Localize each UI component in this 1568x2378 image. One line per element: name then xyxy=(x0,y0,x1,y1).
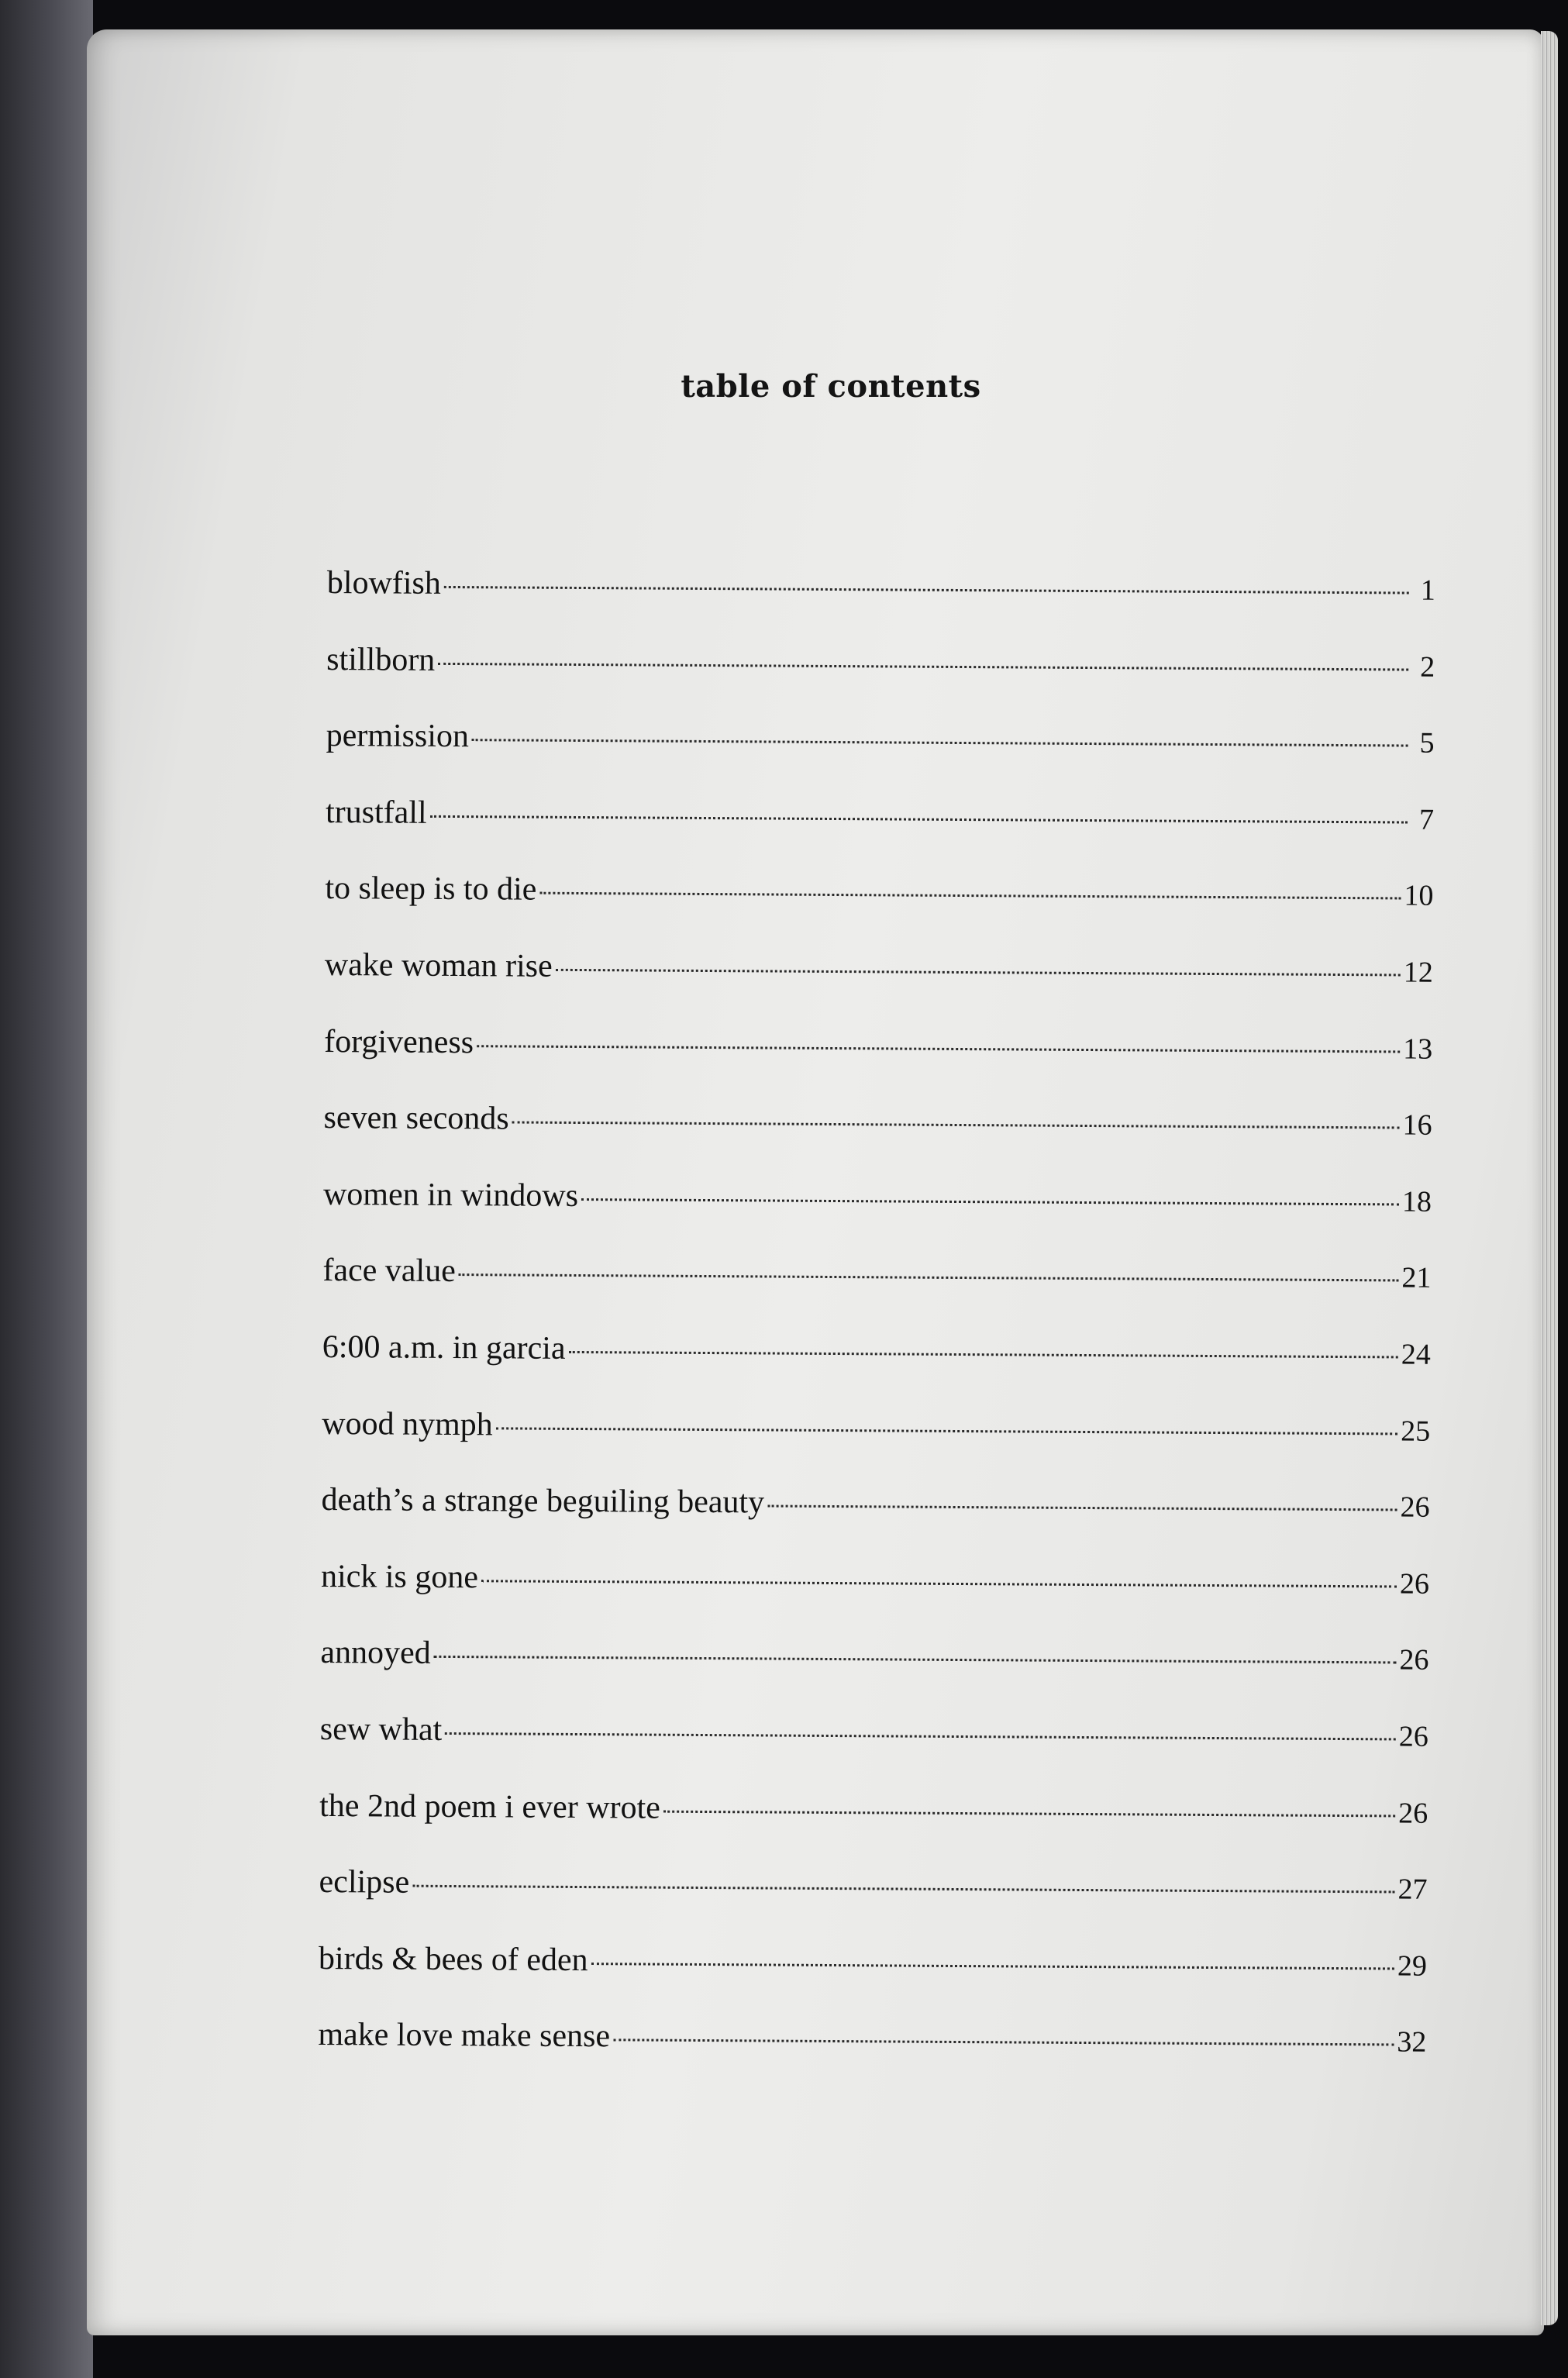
dot-leader xyxy=(472,739,1408,746)
toc-entry xyxy=(326,717,1435,800)
dot-leader xyxy=(556,969,1401,977)
toc-entry xyxy=(322,1252,1432,1335)
page-title: table of contents xyxy=(681,367,981,405)
toc-entry-title: face value xyxy=(322,1253,456,1290)
toc-entry-page-number: 1 xyxy=(1420,574,1435,607)
table-of-contents-list xyxy=(318,564,1435,2100)
toc-entry xyxy=(318,2016,1427,2099)
toc-entry xyxy=(319,1940,1428,2023)
toc-entry-title: eclipse xyxy=(319,1864,410,1901)
dot-leader xyxy=(412,1885,1394,1894)
dot-leader xyxy=(767,1505,1397,1511)
toc-entry xyxy=(326,641,1435,724)
book-page xyxy=(87,29,1544,2335)
dot-leader xyxy=(481,1580,1397,1587)
toc-entry-title: forgiveness xyxy=(324,1023,474,1060)
toc-entry xyxy=(326,564,1435,647)
dot-leader xyxy=(438,662,1408,670)
dot-leader xyxy=(434,1656,1397,1664)
toc-entry xyxy=(319,1711,1428,1794)
toc-entry-page-number: 25 xyxy=(1401,1415,1431,1448)
dot-leader xyxy=(477,1045,1400,1053)
toc-entry-page-number: 26 xyxy=(1398,1720,1428,1753)
toc-entry-page-number: 26 xyxy=(1399,1567,1430,1601)
toc-entry-title: women in windows xyxy=(322,1176,579,1214)
dot-leader xyxy=(459,1273,1399,1281)
toc-entry-title: wood nymph xyxy=(322,1405,493,1442)
toc-entry-title: blowfish xyxy=(326,565,441,601)
dot-leader xyxy=(591,1963,1394,1970)
toc-entry-page-number: 2 xyxy=(1420,650,1435,684)
dot-leader xyxy=(430,815,1408,824)
dot-leader xyxy=(569,1351,1398,1359)
facing-page-edge xyxy=(0,0,93,2378)
toc-entry-title: trustfall xyxy=(325,794,427,831)
toc-entry-title: annoyed xyxy=(320,1635,431,1672)
toc-entry-page-number: 26 xyxy=(1399,1643,1429,1677)
toc-entry-page-number: 12 xyxy=(1403,956,1433,989)
toc-entry-page-number: 10 xyxy=(1404,879,1434,913)
dot-leader xyxy=(663,1810,1395,1817)
toc-entry xyxy=(326,794,1435,877)
toc-entry xyxy=(323,1099,1432,1182)
toc-entry-page-number: 29 xyxy=(1397,1949,1428,1983)
toc-entry-title: death’s a strange beguiling beauty xyxy=(321,1482,765,1521)
toc-entry-title: make love make sense xyxy=(318,2017,611,2055)
dot-leader xyxy=(445,1732,1396,1740)
dot-leader xyxy=(581,1198,1399,1205)
toc-entry-page-number: 21 xyxy=(1401,1261,1432,1295)
toc-entry xyxy=(324,1023,1433,1106)
dot-leader xyxy=(512,1122,1400,1129)
toc-entry-page-number: 24 xyxy=(1401,1338,1431,1371)
toc-entry xyxy=(325,870,1434,953)
toc-entry-title: birds & bees of eden xyxy=(318,1940,588,1978)
toc-entry-title: seven seconds xyxy=(323,1100,509,1137)
toc-entry xyxy=(320,1634,1429,1717)
toc-entry xyxy=(322,1329,1431,1411)
dot-leader xyxy=(539,892,1401,900)
toc-entry-page-number: 18 xyxy=(1401,1185,1432,1218)
toc-entry-title: 6:00 a.m. in garcia xyxy=(322,1329,566,1366)
toc-entry-page-number: 27 xyxy=(1397,1873,1428,1906)
toc-entry-page-number: 26 xyxy=(1398,1796,1428,1830)
toc-entry-page-number: 26 xyxy=(1400,1491,1430,1524)
toc-entry-title: to sleep is to die xyxy=(325,870,537,908)
toc-entry-page-number: 16 xyxy=(1402,1108,1432,1142)
toc-entry xyxy=(321,1481,1430,1564)
dot-leader xyxy=(444,586,1409,594)
toc-entry xyxy=(324,946,1433,1029)
toc-entry-title: stillborn xyxy=(326,641,436,678)
toc-entry-page-number: 13 xyxy=(1403,1032,1433,1066)
dot-leader xyxy=(496,1427,1397,1435)
toc-entry xyxy=(322,1405,1431,1488)
dot-leader xyxy=(613,2039,1394,2046)
toc-entry-title: permission xyxy=(326,718,470,755)
toc-entry xyxy=(321,1558,1430,1641)
toc-entry-title: wake woman rise xyxy=(324,946,553,984)
toc-entry xyxy=(319,1863,1428,1946)
toc-entry-page-number: 7 xyxy=(1418,803,1435,836)
toc-entry xyxy=(323,1176,1432,1259)
toc-entry xyxy=(319,1787,1428,1870)
toc-entry-title: sew what xyxy=(319,1711,443,1748)
toc-entry-page-number: 5 xyxy=(1419,726,1435,760)
toc-entry-title: the 2nd poem i ever wrote xyxy=(319,1787,661,1826)
toc-entry-page-number: 32 xyxy=(1397,2025,1427,2059)
page-stack-edge xyxy=(1541,31,1558,2325)
toc-entry-title: nick is gone xyxy=(320,1558,479,1595)
